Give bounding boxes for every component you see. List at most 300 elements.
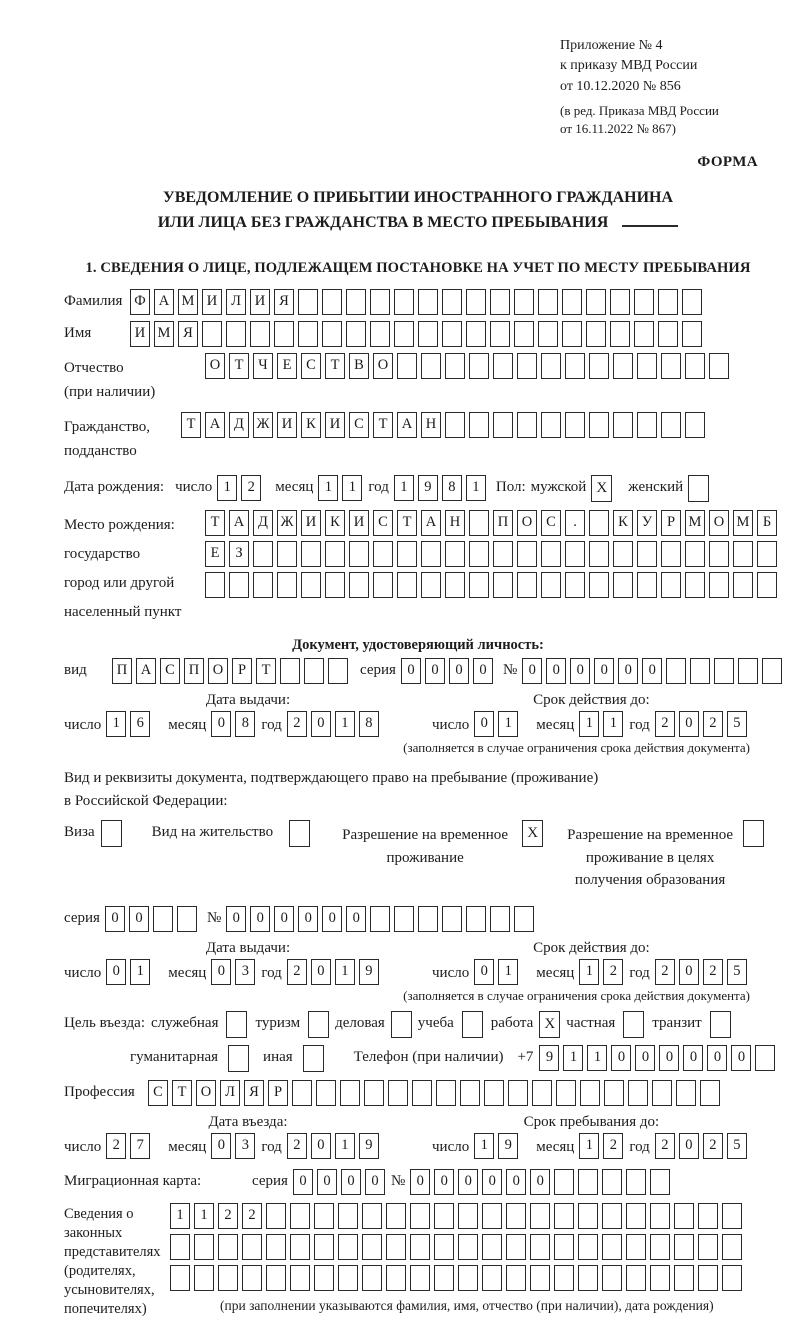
char-cell[interactable]: 0 — [482, 1169, 502, 1195]
char-cell[interactable] — [290, 1265, 310, 1291]
char-cell[interactable] — [445, 541, 465, 567]
char-cell[interactable]: 2 — [287, 711, 307, 737]
char-cell[interactable]: 0 — [707, 1045, 727, 1071]
char-cell[interactable]: О — [709, 510, 729, 536]
char-cell[interactable] — [386, 1203, 406, 1229]
day-cells[interactable] — [474, 959, 522, 985]
char-cell[interactable]: 1 — [335, 711, 355, 737]
char-cell[interactable] — [530, 1234, 550, 1260]
char-cell[interactable]: А — [397, 412, 417, 438]
char-cell[interactable] — [469, 510, 489, 536]
char-cell[interactable] — [532, 1080, 552, 1106]
char-cell[interactable] — [242, 1265, 262, 1291]
day-cells[interactable] — [106, 959, 154, 985]
char-cell[interactable] — [469, 572, 489, 598]
char-cell[interactable]: Т — [397, 510, 417, 536]
male-checkbox[interactable]: X — [591, 475, 612, 502]
char-cell[interactable] — [412, 1080, 432, 1106]
char-cell[interactable] — [682, 289, 702, 315]
char-cell[interactable]: Т — [172, 1080, 192, 1106]
char-cell[interactable] — [602, 1203, 622, 1229]
char-cell[interactable] — [434, 1234, 454, 1260]
char-cell[interactable]: 9 — [359, 959, 379, 985]
char-cell[interactable]: Т — [256, 658, 276, 684]
char-cell[interactable] — [370, 906, 390, 932]
char-cell[interactable]: 0 — [611, 1045, 631, 1071]
char-cell[interactable] — [410, 1265, 430, 1291]
char-cell[interactable] — [469, 353, 489, 379]
birth-place-row-3[interactable] — [205, 572, 781, 598]
char-cell[interactable] — [586, 289, 606, 315]
char-cell[interactable] — [709, 572, 729, 598]
char-cell[interactable] — [530, 1265, 550, 1291]
char-cell[interactable]: 0 — [346, 906, 366, 932]
char-cell[interactable]: 0 — [618, 658, 638, 684]
char-cell[interactable]: 1 — [498, 711, 518, 737]
char-cell[interactable] — [589, 541, 609, 567]
char-cell[interactable] — [565, 412, 585, 438]
char-cell[interactable] — [698, 1234, 718, 1260]
char-cell[interactable] — [589, 412, 609, 438]
char-cell[interactable] — [205, 572, 225, 598]
char-cell[interactable] — [266, 1203, 286, 1229]
char-cell[interactable] — [685, 412, 705, 438]
char-cell[interactable] — [445, 572, 465, 598]
char-cell[interactable] — [562, 321, 582, 347]
char-cell[interactable] — [562, 289, 582, 315]
char-cell[interactable] — [194, 1234, 214, 1260]
char-cell[interactable]: 8 — [359, 711, 379, 737]
char-cell[interactable]: 1 — [466, 475, 486, 501]
char-cell[interactable]: 1 — [194, 1203, 214, 1229]
char-cell[interactable]: 0 — [250, 906, 270, 932]
char-cell[interactable] — [325, 541, 345, 567]
char-cell[interactable] — [628, 1080, 648, 1106]
char-cell[interactable]: 0 — [105, 906, 125, 932]
char-cell[interactable]: 7 — [130, 1133, 150, 1159]
char-cell[interactable] — [586, 321, 606, 347]
birth-place-row-1[interactable] — [205, 510, 781, 536]
char-cell[interactable]: 1 — [335, 959, 355, 985]
profession-cells[interactable] — [148, 1080, 724, 1106]
month-cells[interactable] — [211, 959, 259, 985]
year-cells[interactable] — [287, 959, 383, 985]
residence-permit-checkbox[interactable] — [289, 820, 310, 847]
char-cell[interactable]: С — [541, 510, 561, 536]
char-cell[interactable] — [304, 658, 324, 684]
char-cell[interactable] — [469, 412, 489, 438]
char-cell[interactable] — [757, 541, 777, 567]
char-cell[interactable] — [709, 353, 729, 379]
char-cell[interactable] — [349, 572, 369, 598]
birth-day-cells[interactable] — [217, 475, 265, 501]
char-cell[interactable] — [626, 1234, 646, 1260]
char-cell[interactable] — [458, 1265, 478, 1291]
char-cell[interactable]: 0 — [211, 711, 231, 737]
char-cell[interactable] — [637, 541, 657, 567]
char-cell[interactable] — [410, 1203, 430, 1229]
char-cell[interactable] — [493, 353, 513, 379]
phone-cells[interactable] — [539, 1045, 779, 1071]
char-cell[interactable] — [565, 572, 585, 598]
char-cell[interactable]: 1 — [603, 711, 623, 737]
residence-number-cells[interactable] — [226, 906, 538, 932]
char-cell[interactable] — [554, 1234, 574, 1260]
char-cell[interactable]: К — [325, 510, 345, 536]
char-cell[interactable]: 1 — [587, 1045, 607, 1071]
char-cell[interactable]: 0 — [425, 658, 445, 684]
char-cell[interactable]: П — [184, 658, 204, 684]
char-cell[interactable] — [613, 572, 633, 598]
char-cell[interactable]: И — [349, 510, 369, 536]
char-cell[interactable] — [698, 1265, 718, 1291]
char-cell[interactable] — [290, 1234, 310, 1260]
char-cell[interactable] — [661, 541, 681, 567]
purpose-private-checkbox[interactable] — [623, 1011, 644, 1038]
char-cell[interactable] — [700, 1080, 720, 1106]
char-cell[interactable] — [242, 1234, 262, 1260]
char-cell[interactable] — [436, 1080, 456, 1106]
char-cell[interactable] — [722, 1234, 742, 1260]
char-cell[interactable] — [482, 1234, 502, 1260]
char-cell[interactable]: 2 — [655, 959, 675, 985]
char-cell[interactable] — [538, 321, 558, 347]
char-cell[interactable]: Р — [232, 658, 252, 684]
char-cell[interactable] — [733, 572, 753, 598]
char-cell[interactable] — [517, 572, 537, 598]
char-cell[interactable]: 2 — [655, 1133, 675, 1159]
char-cell[interactable]: Т — [205, 510, 225, 536]
char-cell[interactable]: Я — [244, 1080, 264, 1106]
month-cells[interactable] — [579, 1133, 627, 1159]
char-cell[interactable]: З — [229, 541, 249, 567]
char-cell[interactable]: . — [565, 510, 585, 536]
char-cell[interactable] — [698, 1203, 718, 1229]
purpose-study-checkbox[interactable] — [462, 1011, 483, 1038]
temp-residence-permit-checkbox[interactable]: X — [522, 820, 543, 847]
char-cell[interactable]: 9 — [498, 1133, 518, 1159]
char-cell[interactable] — [514, 906, 534, 932]
char-cell[interactable] — [418, 906, 438, 932]
char-cell[interactable] — [397, 572, 417, 598]
char-cell[interactable]: Т — [325, 353, 345, 379]
char-cell[interactable]: Р — [268, 1080, 288, 1106]
purpose-official-checkbox[interactable] — [226, 1011, 247, 1038]
char-cell[interactable]: 0 — [341, 1169, 361, 1195]
char-cell[interactable]: Т — [373, 412, 393, 438]
char-cell[interactable]: 0 — [317, 1169, 337, 1195]
char-cell[interactable] — [349, 541, 369, 567]
char-cell[interactable]: 1 — [563, 1045, 583, 1071]
char-cell[interactable]: Т — [229, 353, 249, 379]
char-cell[interactable] — [482, 1265, 502, 1291]
char-cell[interactable]: 1 — [170, 1203, 190, 1229]
char-cell[interactable]: 0 — [522, 658, 542, 684]
purpose-work-checkbox[interactable]: X — [539, 1011, 560, 1038]
char-cell[interactable] — [170, 1234, 190, 1260]
year-cells[interactable] — [655, 959, 751, 985]
char-cell[interactable]: Ж — [277, 510, 297, 536]
char-cell[interactable] — [177, 906, 197, 932]
char-cell[interactable] — [709, 541, 729, 567]
year-cells[interactable] — [287, 711, 383, 737]
char-cell[interactable]: 0 — [635, 1045, 655, 1071]
char-cell[interactable]: И — [130, 321, 150, 347]
char-cell[interactable]: С — [160, 658, 180, 684]
char-cell[interactable] — [322, 289, 342, 315]
char-cell[interactable]: 1 — [579, 959, 599, 985]
char-cell[interactable] — [362, 1234, 382, 1260]
char-cell[interactable]: 0 — [570, 658, 590, 684]
char-cell[interactable]: 8 — [235, 711, 255, 737]
char-cell[interactable] — [325, 572, 345, 598]
doc-kind-cells[interactable] — [112, 658, 352, 684]
char-cell[interactable] — [277, 572, 297, 598]
char-cell[interactable] — [292, 1080, 312, 1106]
char-cell[interactable]: 0 — [226, 906, 246, 932]
representatives-row-3[interactable] — [170, 1265, 746, 1291]
char-cell[interactable] — [386, 1234, 406, 1260]
char-cell[interactable] — [346, 289, 366, 315]
char-cell[interactable] — [658, 289, 678, 315]
char-cell[interactable] — [541, 353, 561, 379]
char-cell[interactable]: 0 — [473, 658, 493, 684]
char-cell[interactable]: 3 — [235, 1133, 255, 1159]
char-cell[interactable] — [442, 289, 462, 315]
char-cell[interactable]: М — [685, 510, 705, 536]
char-cell[interactable]: 0 — [410, 1169, 430, 1195]
char-cell[interactable] — [445, 353, 465, 379]
char-cell[interactable] — [493, 572, 513, 598]
char-cell[interactable]: А — [421, 510, 441, 536]
char-cell[interactable]: Е — [205, 541, 225, 567]
month-cells[interactable] — [579, 959, 627, 985]
day-cells[interactable] — [106, 711, 154, 737]
char-cell[interactable] — [170, 1265, 190, 1291]
char-cell[interactable]: У — [637, 510, 657, 536]
char-cell[interactable]: 0 — [679, 959, 699, 985]
char-cell[interactable] — [362, 1203, 382, 1229]
char-cell[interactable]: О — [373, 353, 393, 379]
char-cell[interactable] — [637, 353, 657, 379]
char-cell[interactable] — [394, 321, 414, 347]
char-cell[interactable]: 1 — [130, 959, 150, 985]
day-cells[interactable] — [474, 1133, 522, 1159]
char-cell[interactable]: 6 — [130, 711, 150, 737]
char-cell[interactable] — [364, 1080, 384, 1106]
day-cells[interactable] — [106, 1133, 154, 1159]
char-cell[interactable]: Т — [181, 412, 201, 438]
char-cell[interactable]: 0 — [546, 658, 566, 684]
char-cell[interactable]: 2 — [287, 1133, 307, 1159]
char-cell[interactable]: 0 — [293, 1169, 313, 1195]
char-cell[interactable] — [314, 1234, 334, 1260]
char-cell[interactable]: 1 — [342, 475, 362, 501]
char-cell[interactable]: А — [205, 412, 225, 438]
char-cell[interactable]: 2 — [655, 711, 675, 737]
char-cell[interactable]: О — [517, 510, 537, 536]
char-cell[interactable]: 2 — [603, 959, 623, 985]
char-cell[interactable] — [226, 321, 246, 347]
char-cell[interactable] — [578, 1234, 598, 1260]
char-cell[interactable] — [565, 541, 585, 567]
char-cell[interactable] — [508, 1080, 528, 1106]
char-cell[interactable] — [421, 541, 441, 567]
char-cell[interactable]: 1 — [498, 959, 518, 985]
purpose-transit-checkbox[interactable] — [710, 1011, 731, 1038]
char-cell[interactable] — [298, 321, 318, 347]
char-cell[interactable] — [626, 1203, 646, 1229]
char-cell[interactable] — [298, 289, 318, 315]
char-cell[interactable] — [714, 658, 734, 684]
char-cell[interactable] — [394, 906, 414, 932]
char-cell[interactable]: 0 — [211, 1133, 231, 1159]
char-cell[interactable] — [314, 1203, 334, 1229]
char-cell[interactable]: П — [493, 510, 513, 536]
char-cell[interactable] — [722, 1203, 742, 1229]
representatives-row-2[interactable] — [170, 1234, 746, 1260]
char-cell[interactable] — [589, 353, 609, 379]
char-cell[interactable] — [484, 1080, 504, 1106]
char-cell[interactable] — [613, 353, 633, 379]
birth-year-cells[interactable] — [394, 475, 490, 501]
char-cell[interactable] — [418, 289, 438, 315]
char-cell[interactable] — [442, 321, 462, 347]
char-cell[interactable] — [445, 412, 465, 438]
char-cell[interactable] — [338, 1203, 358, 1229]
char-cell[interactable]: О — [205, 353, 225, 379]
char-cell[interactable] — [362, 1265, 382, 1291]
char-cell[interactable] — [266, 1234, 286, 1260]
char-cell[interactable] — [253, 572, 273, 598]
char-cell[interactable]: Я — [274, 289, 294, 315]
char-cell[interactable] — [153, 906, 173, 932]
char-cell[interactable] — [517, 353, 537, 379]
char-cell[interactable]: 1 — [335, 1133, 355, 1159]
char-cell[interactable] — [418, 321, 438, 347]
month-cells[interactable] — [579, 711, 627, 737]
char-cell[interactable] — [685, 353, 705, 379]
char-cell[interactable] — [490, 321, 510, 347]
char-cell[interactable] — [218, 1265, 238, 1291]
char-cell[interactable]: Б — [757, 510, 777, 536]
char-cell[interactable]: И — [202, 289, 222, 315]
char-cell[interactable]: 0 — [458, 1169, 478, 1195]
char-cell[interactable]: А — [154, 289, 174, 315]
char-cell[interactable] — [514, 321, 534, 347]
char-cell[interactable]: Д — [253, 510, 273, 536]
char-cell[interactable]: 5 — [727, 1133, 747, 1159]
char-cell[interactable] — [301, 541, 321, 567]
char-cell[interactable]: 3 — [235, 959, 255, 985]
char-cell[interactable]: 2 — [703, 1133, 723, 1159]
residence-series-cells[interactable] — [105, 906, 201, 932]
char-cell[interactable] — [434, 1203, 454, 1229]
char-cell[interactable]: С — [148, 1080, 168, 1106]
char-cell[interactable] — [388, 1080, 408, 1106]
char-cell[interactable]: Ж — [253, 412, 273, 438]
char-cell[interactable]: 0 — [506, 1169, 526, 1195]
char-cell[interactable]: Ч — [253, 353, 273, 379]
char-cell[interactable] — [626, 1169, 646, 1195]
char-cell[interactable] — [733, 541, 753, 567]
citizenship-cells[interactable] — [181, 412, 709, 438]
char-cell[interactable] — [517, 541, 537, 567]
char-cell[interactable]: М — [154, 321, 174, 347]
char-cell[interactable] — [674, 1234, 694, 1260]
char-cell[interactable]: Н — [421, 412, 441, 438]
char-cell[interactable] — [602, 1234, 622, 1260]
char-cell[interactable] — [580, 1080, 600, 1106]
char-cell[interactable]: 5 — [727, 711, 747, 737]
char-cell[interactable] — [434, 1265, 454, 1291]
char-cell[interactable] — [690, 658, 710, 684]
char-cell[interactable] — [604, 1080, 624, 1106]
purpose-other-checkbox[interactable] — [303, 1045, 324, 1072]
char-cell[interactable] — [637, 572, 657, 598]
birth-place-row-2[interactable] — [205, 541, 781, 567]
char-cell[interactable]: 8 — [442, 475, 462, 501]
char-cell[interactable]: М — [178, 289, 198, 315]
char-cell[interactable]: 0 — [311, 959, 331, 985]
char-cell[interactable]: Е — [277, 353, 297, 379]
char-cell[interactable] — [658, 321, 678, 347]
char-cell[interactable]: 0 — [474, 711, 494, 737]
char-cell[interactable]: О — [208, 658, 228, 684]
char-cell[interactable] — [661, 412, 681, 438]
char-cell[interactable]: Р — [661, 510, 681, 536]
surname-cells[interactable] — [130, 289, 706, 315]
char-cell[interactable] — [685, 541, 705, 567]
char-cell[interactable]: И — [325, 412, 345, 438]
char-cell[interactable] — [290, 1203, 310, 1229]
day-cells[interactable] — [474, 711, 522, 737]
year-cells[interactable] — [655, 711, 751, 737]
char-cell[interactable]: 1 — [474, 1133, 494, 1159]
char-cell[interactable] — [634, 289, 654, 315]
char-cell[interactable] — [370, 289, 390, 315]
char-cell[interactable]: Л — [226, 289, 246, 315]
char-cell[interactable]: Д — [229, 412, 249, 438]
char-cell[interactable] — [397, 353, 417, 379]
char-cell[interactable] — [722, 1265, 742, 1291]
char-cell[interactable] — [394, 289, 414, 315]
char-cell[interactable] — [610, 289, 630, 315]
char-cell[interactable]: И — [277, 412, 297, 438]
char-cell[interactable] — [490, 906, 510, 932]
char-cell[interactable] — [410, 1234, 430, 1260]
char-cell[interactable] — [373, 541, 393, 567]
char-cell[interactable]: 1 — [106, 711, 126, 737]
given-name-cells[interactable] — [130, 321, 706, 347]
char-cell[interactable] — [280, 658, 300, 684]
char-cell[interactable]: 2 — [603, 1133, 623, 1159]
char-cell[interactable]: 0 — [679, 711, 699, 737]
char-cell[interactable] — [458, 1203, 478, 1229]
char-cell[interactable] — [610, 321, 630, 347]
char-cell[interactable] — [493, 541, 513, 567]
char-cell[interactable] — [652, 1080, 672, 1106]
char-cell[interactable] — [229, 572, 249, 598]
char-cell[interactable] — [466, 906, 486, 932]
char-cell[interactable]: 0 — [274, 906, 294, 932]
char-cell[interactable]: 0 — [298, 906, 318, 932]
char-cell[interactable]: 2 — [703, 711, 723, 737]
char-cell[interactable] — [482, 1203, 502, 1229]
char-cell[interactable]: С — [301, 353, 321, 379]
char-cell[interactable] — [442, 906, 462, 932]
char-cell[interactable] — [676, 1080, 696, 1106]
